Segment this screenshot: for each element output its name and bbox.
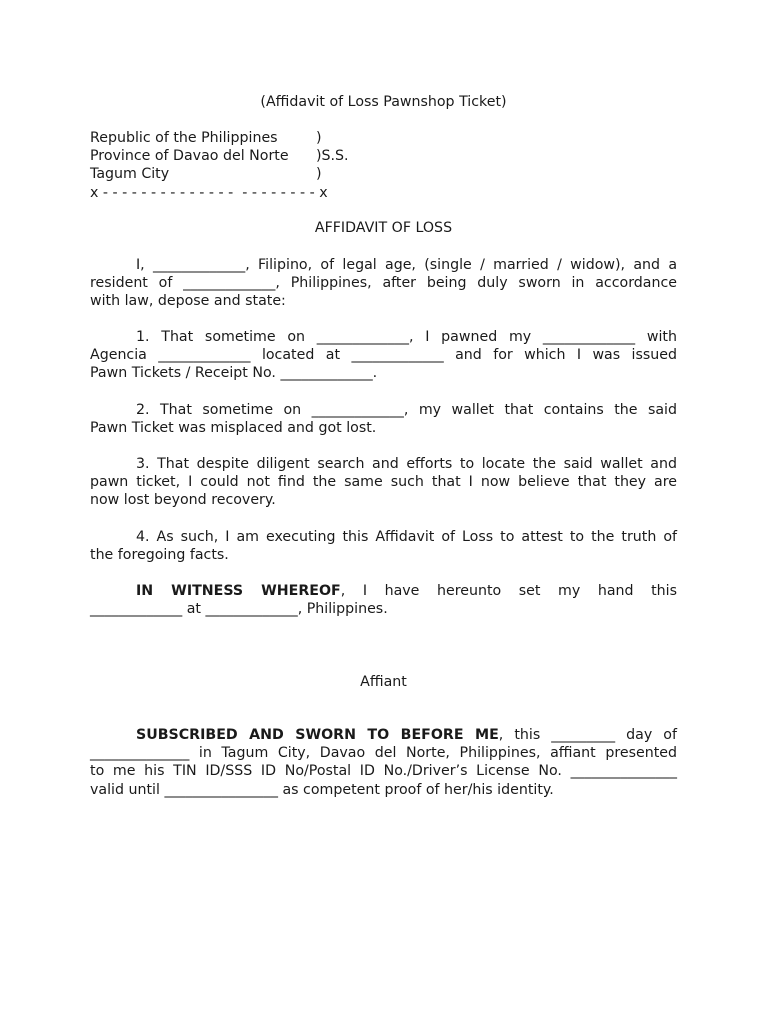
paragraph-line [90,781,677,799]
paragraph-line [90,256,677,274]
blank-field: _____________ [316,329,409,345]
text-run: valid until [90,781,160,798]
paragraph-item-2 [90,401,677,437]
text-run: at [186,601,201,618]
intro-paragraph [90,256,677,311]
text-run: , I have hereunto set my hand this [340,583,677,599]
paragraph-item-1 [90,328,677,383]
text-run: with [646,329,677,345]
text-run: day of [626,727,677,743]
blank-field: _____________ [205,601,298,618]
text-run: , this [498,727,541,743]
paragraph-line [90,328,677,346]
text-run: I, [136,257,145,273]
text-run: 2. That sometime on [136,402,302,418]
bold-text: SUBSCRIBED AND SWORN TO BEFORE ME [136,727,499,743]
text-run: 1. That sometime on [136,329,306,345]
paragraph-line [90,274,677,292]
jurat-paragraph [90,726,677,799]
text-run: , Philippines, after being duly sworn in accordance [275,275,678,292]
document-header-title: (Affidavit of Loss Pawnshop Ticket) [260,94,507,110]
paragraph-line [90,292,677,310]
paragraph-item-4 [90,528,677,564]
caption-right: ) [316,130,322,146]
blank-field: _____________ [158,347,251,364]
text-run: . [372,365,378,382]
text-run: and for which I was issued [455,347,678,364]
text-run: resident of [90,275,173,292]
text-run: , Philippines. [297,601,388,618]
caption-left: Province of Davao del Norte [90,148,289,165]
blank-field: _____________ [153,257,246,273]
caption-divider [90,184,677,202]
paragraph-line: the foregoing facts. [90,547,229,564]
paragraph-line [90,600,677,618]
paragraph-line: 3. That despite diligent search and efforts to locate the said wallet and [136,456,677,472]
paragraph-item-3 [90,455,677,510]
caption-left: Tagum City [90,166,170,183]
paragraph-line [90,726,677,744]
paragraph-line [90,346,677,364]
paragraph-line [90,762,677,780]
caption-divider-text: x - - - - - - - - - - - - - - - - - - - - - - x [90,184,328,201]
text-run: , I pawned my [409,329,532,345]
affidavit-title: AFFIDAVIT OF LOSS [314,220,453,236]
caption-left: Republic of the Philippines [90,130,278,146]
text-run: as competent proof of her/his identity. [282,781,554,798]
paragraph-line: 4. As such, I am executing this Affidavit of Loss to attest to the truth of [136,529,677,545]
blank-field: _____________ [280,365,373,382]
venue-caption [90,129,677,202]
blank-field: _________ [551,727,616,743]
text-run: to me his TIN ID/SSS ID No/Postal ID No./Driver’s License No. [90,763,562,780]
paragraph-line [90,401,677,419]
affiant-label: Affiant [360,674,407,690]
text-run: in Tagum City, Davao del Norte, Philippines, affiant presented [198,745,677,762]
paragraph-line: now lost beyond recovery. [90,492,276,509]
caption-row [90,165,677,183]
blank-field: _____________ [90,601,183,618]
paragraph-line [90,744,677,762]
paragraph-line [90,419,677,437]
text-run: Pawn Tickets / Receipt No. [90,365,276,382]
text-run: with law, depose and state: [90,293,286,310]
blank-field: _______________ [570,763,677,780]
text-run: Agencia [90,347,147,364]
blank-field: ______________ [90,745,190,762]
caption-row [90,147,677,165]
caption-right: ) [316,166,322,183]
text-run: Pawn Ticket was misplaced and got lost. [90,420,377,437]
paragraph-line: pawn ticket, I could not find the same such that I now believe that they are [90,474,677,491]
witness-paragraph [90,582,677,618]
blank-field: ________________ [164,781,278,798]
text-run: , my wallet that contains the said [403,402,678,418]
paragraph-line [90,582,677,600]
paragraph-line [90,364,677,382]
text-run: , Filipino, of legal age, (single / married / widow), and a [245,257,678,273]
caption-right: )S.S. [316,148,349,165]
blank-field: _____________ [183,275,276,292]
bold-text: IN WITNESS WHEREOF [136,583,341,599]
blank-field: _____________ [311,402,404,418]
text-run: located at [261,347,341,364]
caption-row [90,129,677,147]
blank-field: _____________ [542,329,636,345]
blank-field: _____________ [351,347,444,364]
